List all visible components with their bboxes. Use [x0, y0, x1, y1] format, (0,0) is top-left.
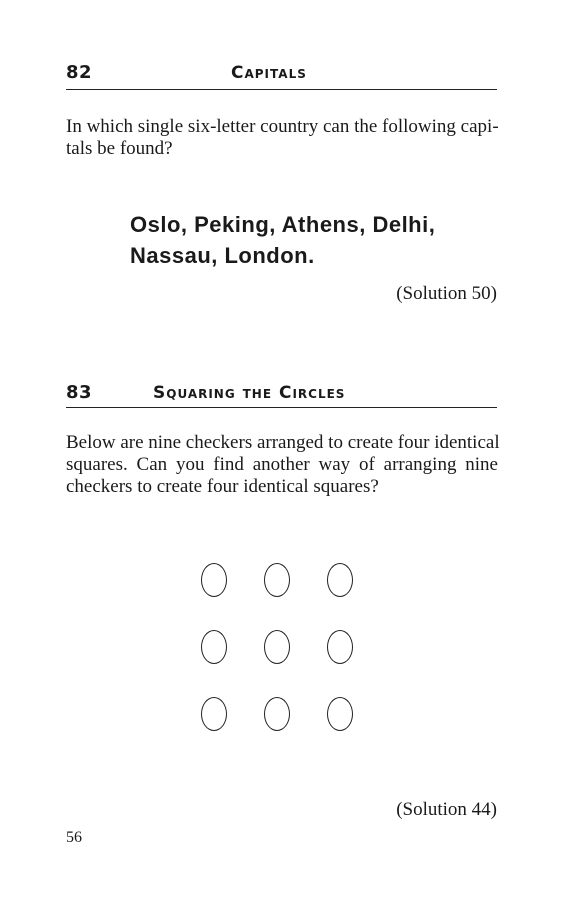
checker-circle: [327, 697, 353, 731]
checker-circle: [327, 563, 353, 597]
header-rule-82: [66, 89, 497, 90]
text-line-2: squares. Can you find another way of arranging nine: [66, 454, 498, 475]
puzzle-83-number: 83: [66, 382, 93, 403]
puzzle-82-title: Capitals: [231, 63, 307, 83]
header-rule-83: [66, 407, 497, 408]
checker-circle: [201, 697, 227, 731]
checker-circle: [264, 563, 290, 597]
checker-circle: [201, 563, 227, 597]
checker-circle: [264, 630, 290, 664]
page-number: 56: [66, 829, 82, 846]
question-line-1: In which single six-letter country can the following capi-: [66, 116, 499, 137]
puzzle-83-solution-ref: (Solution 44): [396, 799, 497, 820]
checker-circle: [201, 630, 227, 664]
puzzle-82-number: 82: [66, 62, 93, 83]
checker-circle: [264, 697, 290, 731]
puzzle-82-question: [66, 116, 498, 160]
puzzle-83-text: [66, 432, 498, 498]
puzzle-83-title: Squaring the Circles: [153, 383, 346, 403]
text-line-3: checkers to create four identical squares?: [66, 476, 379, 497]
puzzle-82-solution-ref: (Solution 50): [396, 283, 497, 304]
checker-circle: [327, 630, 353, 664]
capitals-line-2: Nassau, London.: [130, 243, 315, 268]
text-line-1: Below are nine checkers arranged to create four identical: [66, 432, 500, 453]
capitals-line-1: Oslo, Peking, Athens, Delhi,: [130, 212, 436, 237]
question-line-2: tals be found?: [66, 138, 173, 159]
